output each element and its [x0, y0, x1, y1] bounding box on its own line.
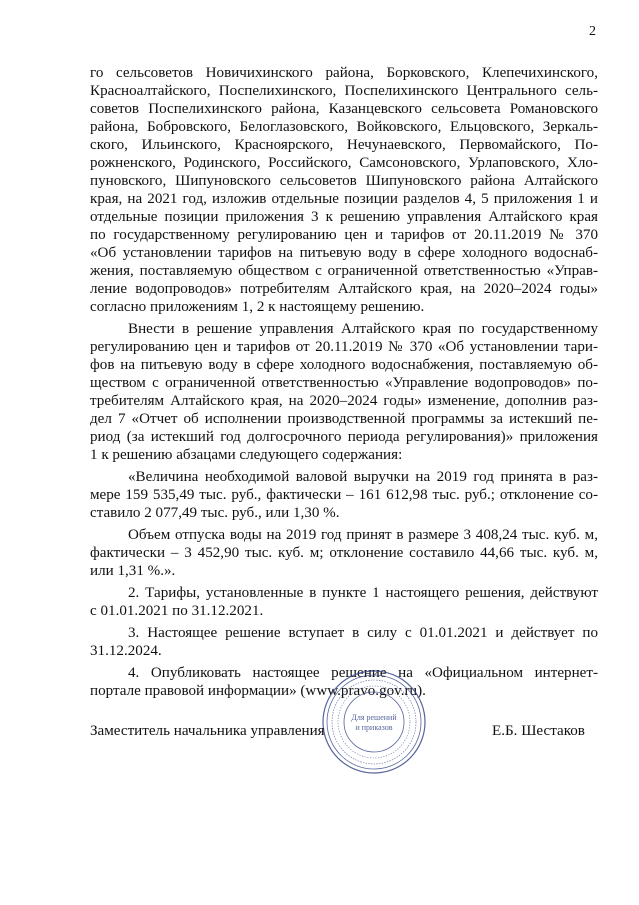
signatory-position: Заместитель начальника управления	[90, 723, 325, 739]
text-line: требителям Алтайского края, на 2020–2024 годы» изменение, дополнив раз-	[90, 393, 598, 409]
text-line: мере 159 535,49 тыс. руб., фактически – 161 612,98 тыс. руб.; отклонение со-	[90, 487, 598, 503]
text-line: жения, поставляемую обществом с ограниченной ответственностью «Управ-	[90, 263, 598, 279]
text-line: согласно приложениям 1, 2 к настоящему решению.	[90, 299, 425, 315]
text-line: 3. Настоящее решение вступает в силу с 01.01.2021 и действует по	[128, 625, 598, 641]
stamp-inner-ring	[327, 675, 421, 769]
text-line: «Об установлении тарифов на питьевую воду в сфере холодного водоснаб-	[90, 245, 598, 261]
text-line: фов на питьевую воду в сфере холодного водоснабжения, поставляемую об-	[90, 357, 598, 373]
text-line: Красноалтайского, Поспелихинского, Поспелихинского Центрального сель-	[90, 83, 598, 99]
text-line: ществом с ограниченной ответственностью «Управление водопроводов» по-	[90, 375, 598, 391]
text-line: «Величина необходимой валовой выручки на 2019 год принята в раз-	[128, 469, 598, 485]
text-line: 1 к решению абзацами следующего содержания:	[90, 447, 403, 463]
signatory-name: Е.Б. Шестаков	[492, 723, 585, 739]
text-line: отдельные позиции приложения 3 к решению управления Алтайского края	[90, 209, 598, 225]
text-line: Внести в решение управления Алтайского края по государственному	[128, 321, 598, 337]
paragraph	[90, 320, 598, 464]
text-line: по государственному регулированию цен и тарифов от 20.11.2019 № 370	[90, 227, 598, 243]
text-line: дел 7 «Отчет об исполнении производственной программы за истекший пе-	[90, 411, 598, 427]
stamp-center-ring	[344, 692, 404, 752]
text-line: регулированию цен и тарифов от 20.11.2019 № 370 «Об установлении тари-	[90, 339, 598, 355]
stamp-text-line2: и приказов	[355, 723, 393, 732]
stamp-text-line1: Для решений	[351, 713, 397, 722]
text-line: портале правовой информации» (www.pravo.gov.ru).	[90, 683, 426, 699]
text-line: пуновского, Шипуновского сельсоветов Шипуновского района Алтайского	[90, 173, 598, 189]
document-body	[90, 64, 598, 700]
text-line: края, на 2021 год, изложив отдельные позиции разделов 4, 5 приложения 1 и	[90, 191, 598, 207]
text-line: Объем отпуска воды на 2019 год принят в размере 3 408,24 тыс. куб. м,	[128, 527, 598, 543]
text-line: советов Поспелихинского района, Казанцевского сельсовета Романовского	[90, 101, 598, 117]
text-line: риод (за истекший год долгосрочного периода регулирования)» приложения	[90, 429, 598, 445]
stamp-border-text-pattern	[332, 680, 416, 764]
text-line: 31.12.2024.	[90, 643, 162, 659]
text-line: фактически – 3 452,90 тыс. куб. м; отклонение составило 44,66 тыс. куб. м,	[90, 545, 598, 561]
paragraph	[90, 584, 598, 620]
text-line: ление водопроводов» потребителям Алтайского края, на 2020–2024 годы»	[90, 281, 598, 297]
paragraph	[90, 468, 598, 522]
text-line: го сельсоветов Новичихинского района, Борковского, Клепечихинского,	[90, 65, 598, 81]
official-stamp	[320, 668, 428, 776]
paragraph	[90, 526, 598, 580]
paragraph	[90, 624, 598, 660]
text-line: рожненского, Родинского, Российского, Самсоновского, Урлаповского, Хло-	[90, 155, 598, 171]
text-line: или 1,31 %.».	[90, 563, 176, 579]
text-line: района, Бобровского, Белоглазовского, Войковского, Ельцовского, Зеркаль-	[90, 119, 598, 135]
text-line: ского, Ильинского, Красноярского, Нечунаевского, Первомайского, По-	[90, 137, 598, 153]
page-number: 2	[589, 24, 596, 39]
paragraph	[90, 64, 598, 316]
text-line: с 01.01.2021 по 31.12.2021.	[90, 603, 264, 619]
text-line: 4. Опубликовать настоящее решение на «Официальном интернет-	[128, 665, 598, 681]
text-line: ставило 2 077,49 тыс. руб., или 1,30 %.	[90, 505, 340, 521]
text-line: 2. Тарифы, установленные в пункте 1 настоящего решения, действуют	[128, 585, 598, 601]
